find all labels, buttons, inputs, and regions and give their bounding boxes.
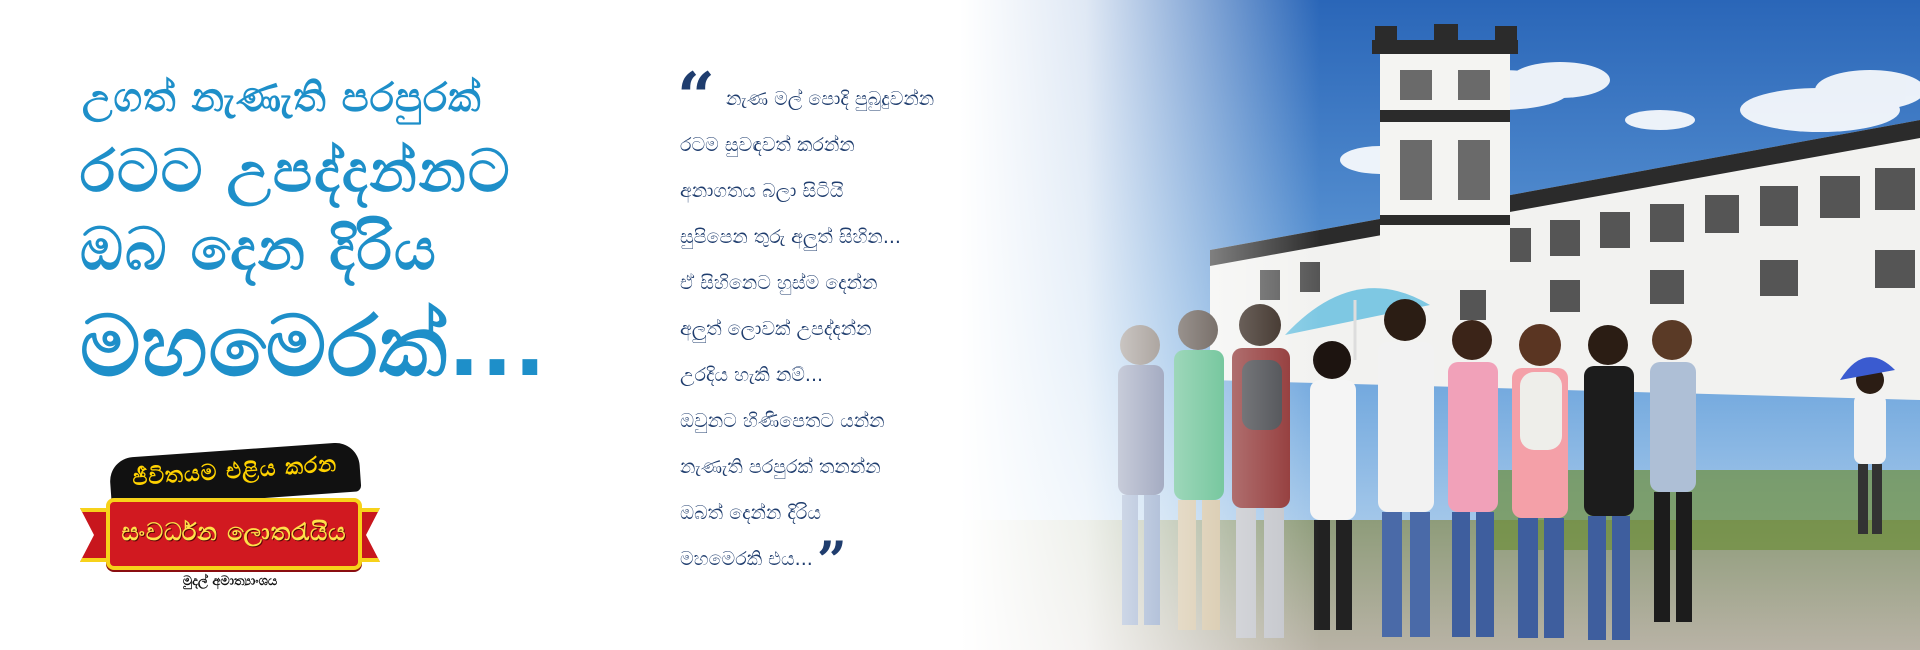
- headline-line-3: ඔබ දෙන දිරිය: [80, 215, 438, 283]
- headline-line-4: මහමෙරක්...: [80, 297, 547, 395]
- poem-line: රටම සුවඳවත් කරන්න: [680, 134, 855, 156]
- poem-line-last: [680, 531, 1040, 592]
- poem-line: අලුත් ලොවක් උපද්දන්න: [680, 318, 872, 340]
- poem-line: ඒ සිහිනෙට හුස්ම දෙන්න: [680, 272, 878, 294]
- headline: [80, 70, 680, 400]
- poem-line: නැණ මල් පොදි පුබුදුවන්න: [726, 88, 935, 110]
- ministry-label: මුදල් අමාත්‍යාංශය: [182, 574, 278, 589]
- poem-line: ඔවුනට හිණිපෙතට යන්න: [680, 410, 885, 432]
- campus-scene: [960, 0, 1920, 650]
- logo-top-text: ජීවිතයම එළිය කරන: [131, 451, 338, 492]
- close-quote-icon: ”: [816, 531, 847, 592]
- headline-line-2: රටට උපද්දන්නට: [80, 137, 512, 205]
- headline-line-1: උගත් නැණැති පරපුරක්: [82, 75, 482, 121]
- university-photo: [960, 0, 1920, 650]
- logo-band: [106, 498, 362, 570]
- poem-line: නැණැති පරපුරක් තනන්න: [680, 456, 881, 478]
- poem-line-last-text: මහමෙරකි එය...: [680, 548, 813, 570]
- poem-line: ඔබත් දෙන්න දිරිය: [680, 502, 821, 524]
- open-quote-icon: “: [677, 58, 715, 136]
- logo-band-text: සංවර්ධන ලොතරැයිය: [121, 518, 347, 546]
- poem-line: සුපිපෙන තුරු අලුත් සිහින...: [680, 226, 901, 248]
- lottery-logo: [80, 450, 380, 600]
- poem-line: අනාගතය බලා සිටියි: [680, 180, 844, 202]
- poem: [677, 58, 1040, 592]
- poem-line: උරදිය හැකි නම්...: [680, 364, 824, 386]
